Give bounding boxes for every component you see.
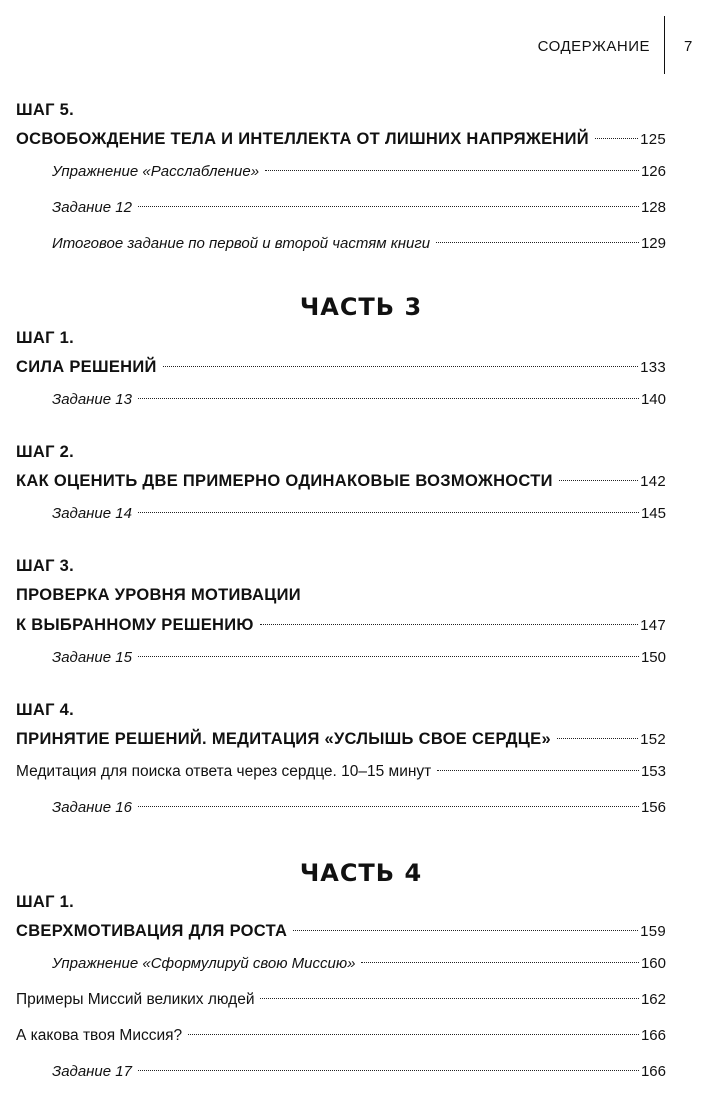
toc-entry[interactable] xyxy=(16,790,666,826)
entry-page: 140 xyxy=(640,391,666,408)
toc-entry[interactable] xyxy=(16,916,666,946)
entry-page: 160 xyxy=(640,955,666,972)
dot-leader xyxy=(595,138,638,139)
entry-title: Упражнение «Сформулируй свою Миссию» xyxy=(52,955,356,972)
entry-page: 166 xyxy=(640,1027,666,1044)
toc-entry[interactable] xyxy=(16,610,666,640)
entry-page: 159 xyxy=(640,923,666,940)
toc-entry[interactable] xyxy=(16,154,666,190)
dot-leader xyxy=(361,962,639,963)
dot-leader xyxy=(437,770,639,771)
toc-entry[interactable] xyxy=(16,1054,666,1090)
part-heading: ЧАСТЬ 4 xyxy=(299,859,423,887)
entry-title: А какова твоя Миссия? xyxy=(16,1027,183,1044)
dot-leader xyxy=(138,512,639,513)
entry-page: 156 xyxy=(640,799,666,816)
entry-page: 153 xyxy=(640,763,666,780)
entry-page: 162 xyxy=(640,991,666,1008)
entry-title-line: ПРОВЕРКА УРОВНЯ МОТИВАЦИИ xyxy=(16,586,301,604)
toc-entry[interactable] xyxy=(16,1018,666,1054)
entry-page: 128 xyxy=(640,199,666,216)
step-label: ШАГ 1. xyxy=(16,893,74,911)
dot-leader xyxy=(138,398,639,399)
entry-page: 125 xyxy=(640,131,666,148)
entry-page: 166 xyxy=(640,1063,666,1080)
dot-leader xyxy=(260,998,638,999)
entry-page: 129 xyxy=(640,235,666,252)
entry-title: Итоговое задание по первой и второй частям книги xyxy=(52,235,431,252)
toc-entry[interactable] xyxy=(16,724,666,754)
entry-page: 152 xyxy=(640,731,666,748)
dot-leader xyxy=(138,806,639,807)
running-header: СОДЕРЖАНИЕ xyxy=(537,38,650,55)
entry-title: КАК ОЦЕНИТЬ ДВЕ ПРИМЕРНО ОДИНАКОВЫЕ ВОЗМОЖНОСТИ xyxy=(16,472,553,490)
toc-entry[interactable] xyxy=(16,982,666,1018)
dot-leader xyxy=(436,242,639,243)
entry-title: Задание 15 xyxy=(52,649,132,666)
dot-leader xyxy=(557,738,638,739)
entry-title: Медитация для поиска ответа через сердце. 10–15 минут xyxy=(16,763,432,780)
dot-leader xyxy=(293,930,638,931)
entry-page: 142 xyxy=(640,473,666,490)
entry-title: ПРИНЯТИЕ РЕШЕНИЙ. МЕДИТАЦИЯ «УСЛЫШЬ СВОЕ СЕРДЦЕ» xyxy=(16,730,551,748)
header-divider xyxy=(664,16,665,74)
entry-page: 150 xyxy=(640,649,666,666)
entry-title: Задание 12 xyxy=(52,199,132,216)
entry-title: Примеры Миссий великих людей xyxy=(16,991,255,1008)
toc-entry[interactable] xyxy=(16,226,666,262)
page-number: 7 xyxy=(684,38,693,55)
toc-entry[interactable] xyxy=(16,754,666,790)
dot-leader xyxy=(163,366,638,367)
dot-leader xyxy=(265,170,639,171)
toc-entry[interactable] xyxy=(16,190,666,226)
toc-entry[interactable] xyxy=(16,382,666,418)
step-label: ШАГ 4. xyxy=(16,701,74,719)
entry-title: К ВЫБРАННОМУ РЕШЕНИЮ xyxy=(16,616,254,634)
step-label: ШАГ 5. xyxy=(16,101,74,119)
entry-title: Упражнение «Расслабление» xyxy=(52,163,260,180)
entry-page: 147 xyxy=(640,617,666,634)
toc-entry[interactable] xyxy=(16,466,666,496)
dot-leader xyxy=(188,1034,639,1035)
entry-page: 145 xyxy=(640,505,666,522)
table-of-contents xyxy=(16,96,666,1090)
toc-entry[interactable] xyxy=(16,124,666,154)
toc-entry[interactable] xyxy=(16,640,666,676)
step-label: ШАГ 1. xyxy=(16,329,74,347)
dot-leader xyxy=(138,1070,639,1071)
toc-entry[interactable] xyxy=(16,496,666,532)
entry-title: Задание 16 xyxy=(52,799,132,816)
toc-entry[interactable] xyxy=(16,946,666,982)
entry-title: СИЛА РЕШЕНИЙ xyxy=(16,358,157,376)
entry-title: Задание 17 xyxy=(52,1063,132,1080)
dot-leader xyxy=(260,624,638,625)
toc-entry[interactable] xyxy=(16,352,666,382)
step-label: ШАГ 3. xyxy=(16,557,74,575)
entry-page: 126 xyxy=(640,163,666,180)
entry-title: ОСВОБОЖДЕНИЕ ТЕЛА И ИНТЕЛЛЕКТА ОТ ЛИШНИХ НАПРЯЖЕНИЙ xyxy=(16,130,589,148)
entry-page: 133 xyxy=(640,359,666,376)
dot-leader xyxy=(138,656,639,657)
entry-title: Задание 14 xyxy=(52,505,132,522)
part-heading: ЧАСТЬ 3 xyxy=(299,293,423,321)
dot-leader xyxy=(138,206,639,207)
entry-title: СВЕРХМОТИВАЦИЯ ДЛЯ РОСТА xyxy=(16,922,288,940)
entry-title: Задание 13 xyxy=(52,391,132,408)
dot-leader xyxy=(559,480,638,481)
step-label: ШАГ 2. xyxy=(16,443,74,461)
